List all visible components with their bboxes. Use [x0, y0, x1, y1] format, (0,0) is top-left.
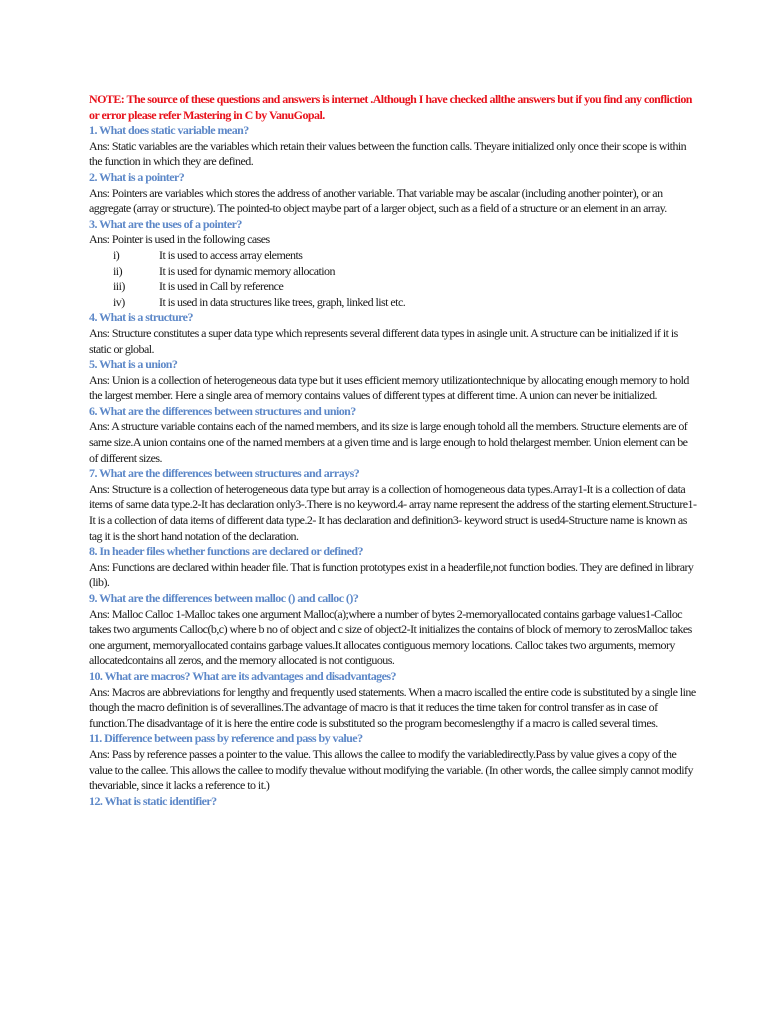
list-item-number: i) — [113, 247, 120, 262]
answer-5: Ans: Union is a collection of heterogeneous data type but it uses efficient memory utilizationtechnique by allocating enough memory to hold the largest member. Here a single area of memory contains values of different types at different time. A union can never be initialized. — [89, 372, 689, 403]
question-2: 2. What is a pointer? — [89, 169, 185, 184]
source-note: NOTE: The source of these questions and answers is internet .Although I have checked allthe answers but if you find any confliction or error please refer Mastering in C by VanuGopal. — [89, 92, 692, 122]
question-5: 5. What is a union? — [89, 357, 178, 372]
answer-9: Ans: Malloc Calloc 1-Malloc takes one argument Malloc(a);where a number of bytes 2-memoryallocated contains garbage values1-Calloc takes two arguments Calloc(b,c) where b no of object and c size of object2-It initializes the contains of block of memory to zerosMalloc takes one argument, memoryallocated contains garbage values.It allocates contiguous memory locations. Calloc takes two arguments, memory allocatedcontains all zeros, and the memory allocated is not contiguous. — [89, 606, 692, 668]
list-item-text: It is used to access array elements — [159, 247, 303, 262]
question-3: 3. What are the uses of a pointer? — [89, 216, 242, 231]
list-item-number: ii) — [113, 263, 123, 278]
answer-6: Ans: A structure variable contains each of the named members, and its size is large enough tohold all the members. Structure elements are of same size.A union contains one of the named members at a given time and is large enough to hold thelargest member. Union element can be of different sizes. — [89, 419, 688, 465]
question-7: 7. What are the differences between structures and arrays? — [89, 466, 360, 481]
question-12: 12. What is static identifier? — [89, 793, 217, 808]
list-item-text: It is used for dynamic memory allocation — [159, 263, 335, 278]
list-item — [89, 264, 698, 280]
answer-11: Ans: Pass by reference passes a pointer to the value. This allows the callee to modify the variabledirectly.Pass by value gives a copy of the value to the callee. This allows the callee to modify thevalue without modifying the variable. (In other words, the callee simply cannot modify thevariable, since it lacks a reference to it.) — [89, 746, 693, 793]
answer-7: Ans: Structure is a collection of heterogeneous data type but array is a collection of homogeneous data types.Array1-It is a collection of data items of same data type.2-It has declaration only3-.There is no keyword.4- array name represent the address of the starting element.Structure1-It is a collection of data items of different data type.2- It has declaration and definition3- keyword struct is used4-Structure name is known as tag it is the short hand notation of the declaration. — [89, 481, 697, 543]
list-item — [89, 248, 698, 264]
pointer-uses-list — [89, 248, 698, 310]
list-item — [89, 279, 698, 295]
answer-2: Ans: Pointers are variables which stores the address of another variable. That variable may be ascalar (including another pointer), or an aggregate (array or structure). The pointed-to object maybe part of a larger object, such as a field of a structure or an element in an array. — [89, 185, 667, 216]
list-item-number: iv) — [113, 294, 125, 309]
answer-10: Ans: Macros are abbreviations for lengthy and frequently used statements. When a macro iscalled the entire code is substituted by a single line though the macro definition is of severallines.The advantage of macro is that it reduces the time taken for control transfer as in case of function.The disadvantage of it is here the entire code is substituted so the program becomeslengthy if a macro is called several times. — [89, 684, 696, 730]
question-4: 4. What is a structure? — [89, 310, 193, 325]
question-10: 10. What are macros? What are its advantages and disadvantages? — [89, 668, 396, 683]
list-item — [89, 295, 698, 311]
answer-4: Ans: Structure constitutes a super data type which represents several different data types in asingle unit. A structure can be initialized if it is static or global. — [89, 325, 678, 356]
answer-1: Ans: Static variables are the variables which retain their values between the function calls. Theyare initialized only once their scope is within the function in which they are defined. — [89, 138, 687, 169]
question-11: 11. Difference between pass by reference and pass by value? — [89, 731, 363, 746]
question-1: 1. What does static variable mean? — [89, 123, 249, 138]
question-8: 8. In header files whether functions are declared or defined? — [89, 544, 363, 559]
list-item-text: It is used in Call by reference — [159, 279, 284, 294]
question-6: 6. What are the differences between structures and union? — [89, 403, 356, 418]
answer-8: Ans: Functions are declared within header file. That is function prototypes exist in a headerfile,not function bodies. They are defined in library (lib). — [89, 559, 694, 590]
question-9: 9. What are the differences between malloc () and calloc ()? — [89, 591, 359, 605]
answer-3: Ans: Pointer is used in the following cases — [89, 232, 270, 247]
list-item-text: It is used in data structures like trees, graph, linked list etc. — [159, 294, 406, 309]
list-item-number: iii) — [113, 279, 125, 294]
